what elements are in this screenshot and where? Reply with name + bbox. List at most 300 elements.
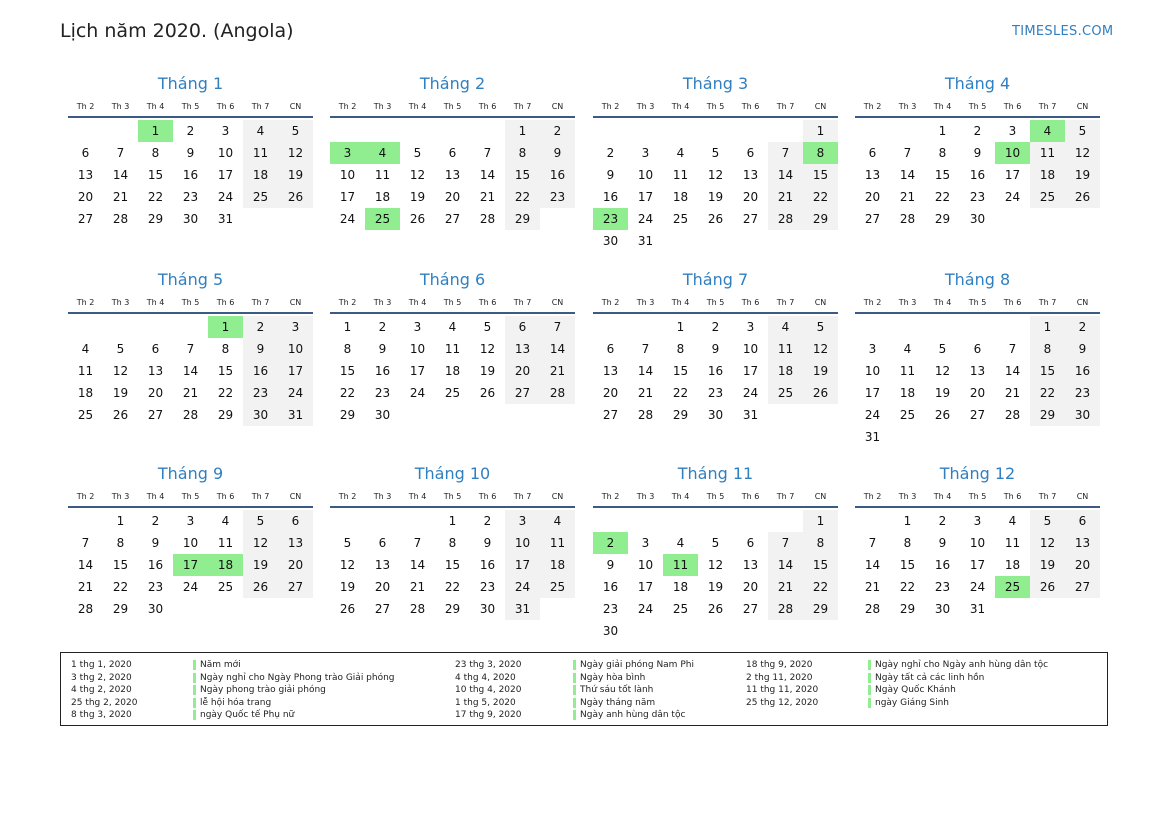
day-cell: 9 [973, 146, 982, 160]
holiday-date: 11 thg 11, 2020 [746, 685, 819, 695]
weekday-label: CN [551, 298, 564, 307]
holiday-day-cell: 18 [208, 554, 243, 576]
weekday-label: Th 6 [1003, 102, 1022, 111]
day-cell: 31 [278, 404, 313, 426]
holiday-day-cell: 8 [803, 142, 838, 164]
empty-cell [628, 316, 663, 338]
empty-cell [400, 510, 435, 532]
day-cell: 11 [243, 142, 278, 164]
day-cell: 7 [768, 532, 803, 554]
holiday-day-cell: 2 [593, 532, 628, 554]
day-cell: 5 [711, 146, 720, 160]
weekday-label: CN [289, 298, 302, 307]
holiday-date: 8 thg 3, 2020 [71, 710, 132, 720]
header-rule [68, 116, 313, 118]
empty-cell [68, 120, 103, 142]
day-cell: 19 [934, 386, 951, 400]
day-cell: 26 [479, 386, 496, 400]
day-cell: 14 [540, 338, 575, 360]
holiday-color-marker [193, 710, 196, 720]
day-cell: 28 [182, 408, 199, 422]
day-cell: 7 [540, 316, 575, 338]
day-cell: 9 [186, 146, 195, 160]
day-cell: 28 [112, 212, 129, 226]
day-cell: 18 [672, 580, 689, 594]
weekday-label: Th 4 [933, 298, 952, 307]
holiday-day-cell: 1 [138, 120, 173, 142]
day-cell: 21 [864, 580, 881, 594]
day-cell: 22 [147, 190, 164, 204]
day-cell: 30 [374, 408, 391, 422]
day-cell: 10 [217, 146, 234, 160]
empty-cell [855, 510, 890, 532]
day-cell: 30 [602, 624, 619, 638]
month-block [330, 464, 575, 620]
day-cell: 23 [374, 386, 391, 400]
day-cell: 28 [768, 208, 803, 230]
day-cell: 25 [540, 576, 575, 598]
empty-cell [733, 510, 768, 532]
empty-cell [593, 510, 628, 532]
month-block [593, 270, 838, 426]
empty-cell [890, 120, 925, 142]
empty-cell [628, 120, 663, 142]
empty-cell [173, 316, 208, 338]
day-cell: 30 [969, 212, 986, 226]
holiday-date: 2 thg 11, 2020 [746, 672, 813, 683]
day-cell: 23 [182, 190, 199, 204]
weekday-label: Th 6 [741, 298, 760, 307]
day-cell: 27 [969, 408, 986, 422]
weekday-label: Th 2 [76, 298, 95, 307]
day-cell: 28 [1004, 408, 1021, 422]
day-cell: 25 [672, 602, 689, 616]
day-grid [330, 120, 575, 230]
day-cell: 1 [448, 514, 457, 528]
day-cell: 27 [374, 602, 391, 616]
weekday-header [330, 100, 575, 114]
day-cell: 14 [637, 364, 654, 378]
day-cell: 17 [637, 580, 654, 594]
day-cell: 2 [1065, 316, 1100, 338]
header-rule [68, 312, 313, 314]
weekday-label: Th 4 [146, 298, 165, 307]
day-cell: 7 [868, 536, 877, 550]
day-cell: 17 [742, 364, 759, 378]
day-cell: 19 [112, 386, 129, 400]
day-cell: 6 [1065, 510, 1100, 532]
day-cell: 14 [864, 558, 881, 572]
day-cell: 4 [676, 536, 685, 550]
day-cell: 24 [969, 580, 986, 594]
day-cell: 13 [147, 364, 164, 378]
day-cell: 4 [221, 514, 230, 528]
day-cell: 12 [1065, 142, 1100, 164]
weekday-label: Th 5 [968, 492, 987, 501]
month-block [330, 270, 575, 426]
empty-cell [400, 120, 435, 142]
holiday-day-cell: 11 [663, 554, 698, 576]
day-cell: 19 [1030, 554, 1065, 576]
day-cell: 26 [278, 186, 313, 208]
holiday-color-marker [573, 698, 576, 708]
day-cell: 25 [899, 408, 916, 422]
day-cell: 3 [641, 146, 650, 160]
day-cell: 1 [343, 320, 352, 334]
day-cell: 17 [969, 558, 986, 572]
day-cell: 26 [112, 408, 129, 422]
day-cell: 12 [243, 532, 278, 554]
day-cell: 13 [444, 168, 461, 182]
day-cell: 27 [602, 408, 619, 422]
holiday-date: 1 thg 1, 2020 [71, 660, 132, 670]
day-cell: 17 [637, 190, 654, 204]
day-cell: 12 [409, 168, 426, 182]
day-cell: 5 [413, 146, 422, 160]
day-cell: 11 [77, 364, 94, 378]
day-cell: 11 [444, 342, 461, 356]
holiday-color-marker [193, 698, 196, 708]
day-cell: 17 [278, 360, 313, 382]
day-cell: 24 [217, 190, 234, 204]
day-cell: 27 [864, 212, 881, 226]
weekday-label: Th 6 [741, 492, 760, 501]
day-cell: 23 [1065, 382, 1100, 404]
day-cell: 22 [803, 186, 838, 208]
day-cell: 16 [602, 190, 619, 204]
day-grid [593, 316, 838, 426]
day-cell: 15 [934, 168, 951, 182]
day-cell: 13 [864, 168, 881, 182]
holiday-color-marker [868, 685, 871, 695]
day-cell: 24 [278, 382, 313, 404]
day-cell: 25 [77, 408, 94, 422]
day-cell: 6 [746, 536, 755, 550]
weekday-label: Th 5 [968, 102, 987, 111]
day-cell: 28 [409, 602, 426, 616]
holiday-color-marker [193, 685, 196, 695]
weekday-label: Th 7 [1038, 102, 1057, 111]
weekday-label: Th 4 [408, 298, 427, 307]
weekday-label: Th 7 [251, 102, 270, 111]
weekday-label: Th 2 [863, 492, 882, 501]
day-cell: 18 [768, 360, 803, 382]
day-cell: 24 [742, 386, 759, 400]
day-cell: 19 [278, 164, 313, 186]
weekday-header [330, 490, 575, 504]
empty-cell [995, 316, 1030, 338]
day-cell: 10 [637, 558, 654, 572]
day-cell: 20 [742, 580, 759, 594]
empty-cell [698, 120, 733, 142]
day-cell: 31 [742, 408, 759, 422]
day-grid [68, 120, 313, 230]
day-cell: 9 [606, 168, 615, 182]
day-cell: 24 [864, 408, 881, 422]
day-cell: 6 [973, 342, 982, 356]
holiday-name: lễ hội hóa trang [200, 697, 272, 708]
weekday-label: Th 2 [601, 492, 620, 501]
month-name: Tháng 3 [682, 74, 749, 93]
day-cell: 2 [540, 120, 575, 142]
weekday-label: Th 4 [146, 102, 165, 111]
day-cell: 25 [243, 186, 278, 208]
month-block [855, 74, 1100, 230]
day-cell: 24 [409, 386, 426, 400]
day-cell: 21 [479, 190, 496, 204]
weekday-header [330, 296, 575, 310]
day-cell: 9 [711, 342, 720, 356]
weekday-label: Th 5 [181, 298, 200, 307]
day-cell: 28 [77, 602, 94, 616]
day-cell: 1 [938, 124, 947, 138]
day-cell: 17 [409, 364, 426, 378]
day-cell: 14 [768, 554, 803, 576]
holiday-legend [60, 652, 1108, 726]
weekday-label: Th 7 [513, 298, 532, 307]
weekday-header [855, 296, 1100, 310]
day-cell: 29 [217, 408, 234, 422]
day-cell: 23 [969, 190, 986, 204]
holiday-color-marker [868, 698, 871, 708]
empty-cell [733, 120, 768, 142]
day-cell: 12 [339, 558, 356, 572]
weekday-label: Th 4 [671, 492, 690, 501]
day-cell: 1 [903, 514, 912, 528]
holiday-name: ngày Quốc tế Phụ nữ [200, 710, 295, 720]
day-cell: 5 [803, 316, 838, 338]
weekday-label: Th 7 [1038, 492, 1057, 501]
holiday-date: 4 thg 4, 2020 [455, 672, 516, 683]
holiday-color-marker [573, 685, 576, 695]
day-cell: 23 [147, 580, 164, 594]
day-cell: 19 [803, 360, 838, 382]
weekday-label: Th 4 [671, 102, 690, 111]
weekday-label: Th 5 [443, 102, 462, 111]
weekday-label: CN [1076, 102, 1089, 111]
weekday-label: CN [551, 492, 564, 501]
day-cell: 3 [1008, 124, 1017, 138]
day-cell: 8 [938, 146, 947, 160]
empty-cell [470, 120, 505, 142]
holiday-color-marker [573, 673, 576, 683]
day-cell: 15 [803, 554, 838, 576]
day-cell: 15 [147, 168, 164, 182]
weekday-label: Th 4 [408, 102, 427, 111]
day-cell: 26 [1030, 576, 1065, 598]
day-cell: 25 [672, 212, 689, 226]
day-cell: 16 [243, 360, 278, 382]
day-cell: 18 [899, 386, 916, 400]
day-cell: 28 [479, 212, 496, 226]
day-cell: 13 [969, 364, 986, 378]
weekday-label: Th 6 [1003, 492, 1022, 501]
site-link[interactable]: TIMESLES.COM [1012, 24, 1114, 39]
weekday-label: Th 6 [478, 102, 497, 111]
weekday-label: Th 3 [898, 102, 917, 111]
holiday-day-cell: 25 [995, 576, 1030, 598]
empty-cell [68, 510, 103, 532]
day-cell: 13 [1065, 532, 1100, 554]
day-cell: 29 [672, 408, 689, 422]
weekday-label: Th 6 [216, 298, 235, 307]
day-cell: 12 [112, 364, 129, 378]
day-cell: 16 [147, 558, 164, 572]
day-cell: 24 [339, 212, 356, 226]
empty-cell [855, 120, 890, 142]
day-cell: 26 [934, 408, 951, 422]
empty-cell [103, 316, 138, 338]
day-cell: 22 [217, 386, 234, 400]
holiday-color-marker [573, 660, 576, 670]
day-cell: 4 [1008, 514, 1017, 528]
weekday-label: Th 4 [146, 492, 165, 501]
day-cell: 9 [243, 338, 278, 360]
day-cell: 14 [768, 164, 803, 186]
day-cell: 3 [278, 316, 313, 338]
day-cell: 21 [182, 386, 199, 400]
day-cell: 8 [116, 536, 125, 550]
day-cell: 2 [483, 514, 492, 528]
day-cell: 12 [479, 342, 496, 356]
day-cell: 9 [151, 536, 160, 550]
empty-cell [628, 510, 663, 532]
weekday-label: Th 5 [181, 102, 200, 111]
day-cell: 17 [217, 168, 234, 182]
day-cell: 12 [803, 338, 838, 360]
weekday-header [855, 490, 1100, 504]
day-cell: 15 [112, 558, 129, 572]
day-cell: 5 [483, 320, 492, 334]
day-cell: 14 [112, 168, 129, 182]
weekday-label: Th 2 [76, 102, 95, 111]
day-cell: 27 [77, 212, 94, 226]
day-cell: 11 [768, 338, 803, 360]
day-cell: 10 [339, 168, 356, 182]
header-rule [68, 506, 313, 508]
day-cell: 29 [112, 602, 129, 616]
weekday-label: Th 4 [933, 492, 952, 501]
day-cell: 19 [479, 364, 496, 378]
weekday-label: Th 5 [706, 298, 725, 307]
empty-cell [593, 316, 628, 338]
holiday-name: Thứ sáu tốt lành [580, 685, 654, 695]
day-cell: 15 [1030, 360, 1065, 382]
day-cell: 24 [182, 580, 199, 594]
day-cell: 22 [339, 386, 356, 400]
day-cell: 14 [899, 168, 916, 182]
day-cell: 6 [606, 342, 615, 356]
day-cell: 8 [151, 146, 160, 160]
day-grid [855, 120, 1100, 230]
weekday-label: Th 2 [76, 492, 95, 501]
month-name: Tháng 7 [682, 270, 749, 289]
day-cell: 18 [672, 190, 689, 204]
day-cell: 13 [77, 168, 94, 182]
empty-cell [925, 316, 960, 338]
day-cell: 6 [378, 536, 387, 550]
day-cell: 5 [278, 120, 313, 142]
day-cell: 30 [707, 408, 724, 422]
day-cell: 30 [1065, 404, 1100, 426]
holiday-day-cell: 4 [365, 142, 400, 164]
weekday-label: Th 5 [443, 298, 462, 307]
empty-cell [365, 510, 400, 532]
day-cell: 2 [711, 320, 720, 334]
weekday-label: Th 5 [181, 492, 200, 501]
holiday-date: 25 thg 2, 2020 [71, 697, 138, 708]
day-cell: 23 [934, 580, 951, 594]
day-cell: 18 [77, 386, 94, 400]
day-cell: 15 [339, 364, 356, 378]
day-cell: 12 [707, 558, 724, 572]
day-cell: 7 [641, 342, 650, 356]
weekday-label: CN [289, 492, 302, 501]
day-cell: 22 [444, 580, 461, 594]
weekday-label: Th 7 [513, 102, 532, 111]
day-cell: 31 [969, 602, 986, 616]
day-cell: 19 [1065, 164, 1100, 186]
month-block [68, 464, 313, 620]
day-cell: 29 [505, 208, 540, 230]
holiday-day-cell: 1 [208, 316, 243, 338]
day-cell: 16 [479, 558, 496, 572]
day-cell: 31 [637, 234, 654, 248]
holiday-date: 10 thg 4, 2020 [455, 685, 522, 695]
holiday-day-cell: 10 [995, 142, 1030, 164]
weekday-label: Th 6 [216, 102, 235, 111]
day-cell: 21 [409, 580, 426, 594]
day-cell: 11 [899, 364, 916, 378]
day-cell: 30 [602, 234, 619, 248]
day-cell: 14 [479, 168, 496, 182]
day-cell: 28 [637, 408, 654, 422]
holiday-name: Ngày nghỉ cho Ngày Phong trào Giải phóng [200, 672, 395, 683]
weekday-label: Th 2 [863, 102, 882, 111]
day-cell: 9 [938, 536, 947, 550]
day-grid [330, 316, 575, 426]
day-cell: 26 [339, 602, 356, 616]
day-cell: 15 [505, 164, 540, 186]
day-cell: 26 [1065, 186, 1100, 208]
day-cell: 8 [803, 532, 838, 554]
month-block [593, 464, 838, 642]
holiday-day-cell: 3 [330, 142, 365, 164]
day-cell: 20 [864, 190, 881, 204]
day-cell: 2 [151, 514, 160, 528]
day-cell: 29 [339, 408, 356, 422]
weekday-header [593, 490, 838, 504]
day-cell: 30 [243, 404, 278, 426]
day-cell: 28 [899, 212, 916, 226]
day-cell: 10 [278, 338, 313, 360]
day-cell: 18 [374, 190, 391, 204]
holiday-day-cell: 25 [365, 208, 400, 230]
page-title: Lịch năm 2020. (Angola) [60, 20, 294, 42]
day-cell: 8 [505, 142, 540, 164]
day-cell: 18 [444, 364, 461, 378]
day-cell: 27 [444, 212, 461, 226]
weekday-label: Th 7 [776, 492, 795, 501]
day-cell: 13 [505, 338, 540, 360]
holiday-day-cell: 17 [173, 554, 208, 576]
day-cell: 20 [742, 190, 759, 204]
day-cell: 24 [637, 212, 654, 226]
day-cell: 29 [147, 212, 164, 226]
day-cell: 7 [1008, 342, 1017, 356]
day-cell: 12 [1030, 532, 1065, 554]
weekday-label: Th 7 [251, 492, 270, 501]
